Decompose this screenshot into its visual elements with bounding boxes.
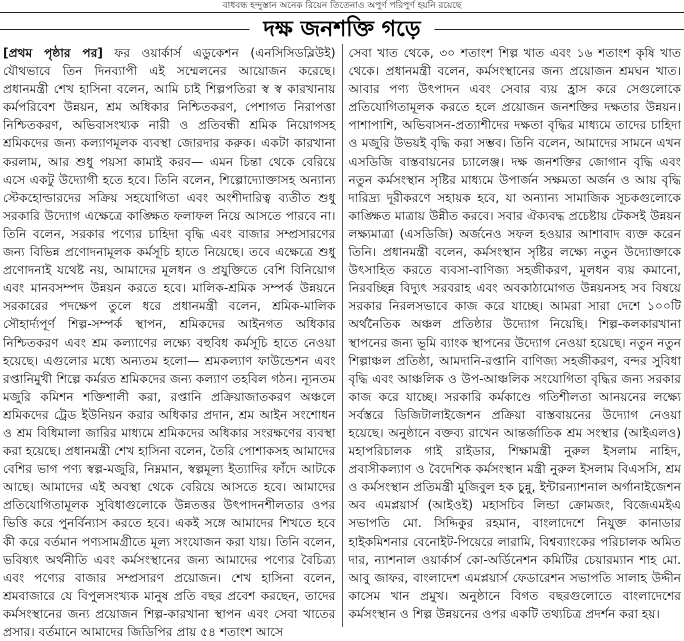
previous-article-strip: বাধবন্ধ হন্দুস্তান অনেক রিয়েন তিতেনাও অপুর্ণ পরিপুর্ণ হয়নি রয়েছে <box>0 0 684 13</box>
column-divider <box>342 44 343 627</box>
article-column-left <box>3 44 336 639</box>
article-paragraph <box>349 44 682 623</box>
article-columns <box>0 44 684 639</box>
article-column-right <box>349 44 682 627</box>
headline-row <box>0 13 684 45</box>
column-text: ফর ওয়ার্কার্স এডুকেশন (এনসিসিডব্লিউই) যৌথভাবে তিন দিনব্যাপী এই সম্মেলনের আয়োজন করেছে। প্রধানমন্ত্রী শেখ হাসিনা বলেন, আমি চাই শিল্পপতিরা স্ব স্ব কারখানায় কর্মপরিবেশ উন্নয়ন, শ্রম অধিকার নিশ্চিতকরণ, পেশাগত নিরাপত্তা নিশ্চিতকরণ, অভিবাসংখ্যক নারী ও প্রতিবন্ধী শ্রমিক নিয়োগসহ শ্রমিকদের জন্য কল্যাণমূলক ব্যবস্থা জোরদার করুক। একটা কারখানা করলাম, আর শুধু পয়সা কামাই করব— এমন চিন্তা থেকে বেরিয়ে এসে একটু উদ্যোগী হতে হবে। তিনি বলেন, শিল্পোদ্যোক্তাসহ অন্যান্য স্টেকহোল্ডারদের সক্রিয় সহযোগিতা এবং অংশীদারিত্ব ব্যতীত শুধু সরকারি উদ্যোগ এক্ষেত্রে কাঙ্ক্ষিত ফলাফল নিয়ে আসতে পারবে না। তিনি বলেন, সরকার পণ্যের চাহিদা বৃদ্ধি এবং বাজার সম্প্রসারণের জন্য বিভিন্ন প্রণোদনামূলক কর্মসূচি হাতে নিয়েছে। তবে এক্ষেত্রে শুধু প্রণোদনাই যথেষ্ট নয়, আমাদের মূলধন ও প্রযুক্তিতে বেশি বিনিয়োগ এবং মানবসম্পদ উন্নয়ন করতে হবে। মালিক-শ্রমিক সম্পর্ক উন্নয়নে সরকারের পদক্ষেপ তুলে ধরে প্রধানমন্ত্রী বলেন, শ্রমিক-মালিক সৌহার্দ্যপূর্ণ শিল্প-সম্পর্ক স্থাপন, শ্রমিকদের আইনগত অধিকার নিশ্চিতকরণ এবং শ্রম কল্যাণের লক্ষ্যে বহুবিধ কর্মসূচি হাতে নেওয়া হয়েছে। এগুলোর মধ্যে অন্যতম হলো— শ্রমকল্যাণ ফাউন্ডেশন এবং রপ্তানিমুখী শিল্পে কর্মরত শ্রমিকদের জন্য কল্যাণ তহবিল গঠন। ন্যূনতম মজুরি কমিশন শক্তিশালী করা, রপ্তানি প্রক্রিয়াজাতকরণ অঞ্চলে শ্রমিকদের ট্রেড ইউনিয়ন করার অধিকার প্রদান, শ্রম আইন সংশোধন ও শ্রম বিধিমালা জারির মাধ্যমে শ্রমিকদের অধিকার সংরক্ষণের ব্যবস্থা করা হয়েছে। প্রধানমন্ত্রী শেখ হাসিনা বলেন, তৈরি পোশাকসহ আমাদের বেশির ভাগ পণ্য স্বল্প-মজুরি, নিম্নমান, স্বল্পমূল্য ইত্যাদির ফাঁদে আটকে আছে। আমাদের এই অবস্থা থেকে বেরিয়ে আসতে হবে। আমাদের প্রতিযোগিতামূলক সুবিধাগুলোকে উন্নতত্তর উৎপাদনশীলতার ওপর ভিত্তি করে পুনর্বিন্যাস করতে হবে। একই সঙ্গে আমাদের শিখতে হবে কী করে বর্তমান পণ্যসামগ্রীতে মূল্য সংযোজন করা যায়। তিনি বলেন, ভবিষ্যৎ অর্থনীতি এবং কর্মসংস্থানের জন্য আমাদের পণ্যের বৈচিত্র্য এবং পণ্যের বাজার সম্প্রসারণ প্রয়োজন। শেখ হাসিনা বলেন, শ্রমবাজারে যে বিপুলসংখ্যক মানুষ প্রতি বছর প্রবেশ করছেন, তাদের কর্মসংস্থানের জন্য প্রয়োজন শিল্প-কারখানা স্থাপন এবং সেবা খাতের প্রসার। বর্তমানে আমাদের জিডিপির প্রায় ৫৪ শতাংশ আসে <box>3 46 336 639</box>
jump-label: [প্রথম পৃষ্ঠার পর] <box>3 46 103 60</box>
article-paragraph <box>3 44 336 641</box>
column-text: সেবা খাত থেকে, ৩০ শতাংশ শিল্প খাত এবং ১৬ শতাংশ কৃষি খাত থেকে। প্রধানমন্ত্রী বলেন, কর্মসংস্থানের জন্য প্রয়োজন শ্রমঘন খাত। আবার পণ্য উৎপাদন এবং সেবার ব্যয় হ্রাস করে সেগুলোকে প্রতিযোগিতামূলক করতে হলে প্রয়োজন জনশক্তির দক্ষতার উন্নয়ন। পাশাপাশি, অভিবাসন-প্রত্যাশীদের দক্ষতা বৃদ্ধির মাধ্যমে তাদের চাহিদা ও মজুরি উভয়ই বৃদ্ধি করা সম্ভব। তিনি বলেন, আমাদের সামনে এখন এসডিজি বাস্তবায়নের চ্যালেঞ্জ। দক্ষ জনশক্তির জোগান বৃদ্ধি এবং নতুন কর্মসংস্থান সৃষ্টির মাধ্যমে উপার্জন সক্ষমতা অর্জন ও আয় বৃদ্ধি দারিদ্র্য দূরীকরণে সহায়ক হবে, যা অন্যান্য সামাজিক সূচকগুলোকে কাঙ্ক্ষিত মাত্রায় উন্নীত করবে। সবার ঐক্যবদ্ধ প্রচেষ্টায় টেকসই উন্নয়ন লক্ষ্যমাত্রা (এসডিজি) অর্জনেও সফল হওয়ার আশাবাদ ব্যক্ত করেন তিনি। প্রধানমন্ত্রী বলেন, কর্মসংস্থান সৃষ্টির লক্ষ্যে নতুন উদ্যোক্তাকে উৎসাহিত করতে ব্যবসা-বাণিজ্য সহজীকরণ, মূলধন ব্যয় কমানো, নিরবচ্ছিন্ন বিদ্যুৎ সরবরাহ এবং অবকাঠামোগত উন্নয়নসহ সব বিষয়ে সরকার নিরলসভাবে কাজ করে যাচ্ছে। আমরা সারা দেশে ১০০টি অর্থনৈতিক অঞ্চল প্রতিষ্ঠার উদ্যোগ নিয়েছি। শিল্প-কলকারখানা স্থাপনের জন্য ভূমি ব্যাংক স্থাপনের উদ্যোগ নেওয়া হয়েছে। নতুন নতুন শিল্পাঞ্চল প্রতিষ্ঠা, আমদানি-রপ্তানি বাণিজ্য সহজীকরণ, বন্দর সুবিধা বৃদ্ধি এবং আঞ্চলিক ও উপ-আঞ্চলিক সংযোগিতা বৃদ্ধির জন্য সরকার কাজ করে যাচ্ছে। সরকারি কর্মকাণ্ডে গতিশীলতা আনয়নের লক্ষ্যে সর্বস্তরে ডিজিটালাইজেশন প্রক্রিয়া বাস্তবায়নের উদ্যোগ নেওয়া হয়েছে। অনুষ্ঠানে বক্তব্য রাখেন আন্তর্জাতিক শ্রম সংস্থার (আইএলও) মহাপরিচালক গাই রাইডার, শিক্ষামন্ত্রী নুরুল ইসলাম নাহিদ, প্রবাসীকল্যাণ ও বৈদেশিক কর্মসংস্থান মন্ত্রী নুরুল ইসলাম বিএসসি, শ্রম ও কর্মসংস্থান প্রতিমন্ত্রী মুজিবুল হক চুন্নু, ইন্টারন্যাশনাল অর্গানাইজেশন অব এমপ্লয়ার্স (আইওই) মহাসচিব লিন্ডা ক্রোমজং, বিজেএমইএ সভাপতি মো. সিদ্দিকুর রহমান, বাংলাদেশে নিযুক্ত কানাডার হাইকমিশনার বেনোইট-পিয়েরে লারামি, বিশ্বব্যাংকের পরিচালক অমিত দার, ন্যাশনাল ওয়ার্কার্স কো-অর্ডিনেশন কমিটির চেয়ারম্যান শাহ মো. আবু জাফর, বাংলাদেশ এমপ্লয়ার্স ফেডারেশন সভাপতি সালাহ উদ্দীন কাসেম খান প্রমুখ। অনুষ্ঠানে বিগত বছরগুলোতে বাংলাদেশের কর্মসংস্থান ও শিল্প উন্নয়নের ওপর একটি তথ্যচিত্র প্রদর্শন করা হয়। <box>348 46 681 621</box>
article-headline: দক্ষ জনশক্তি গড়ে <box>249 15 434 43</box>
